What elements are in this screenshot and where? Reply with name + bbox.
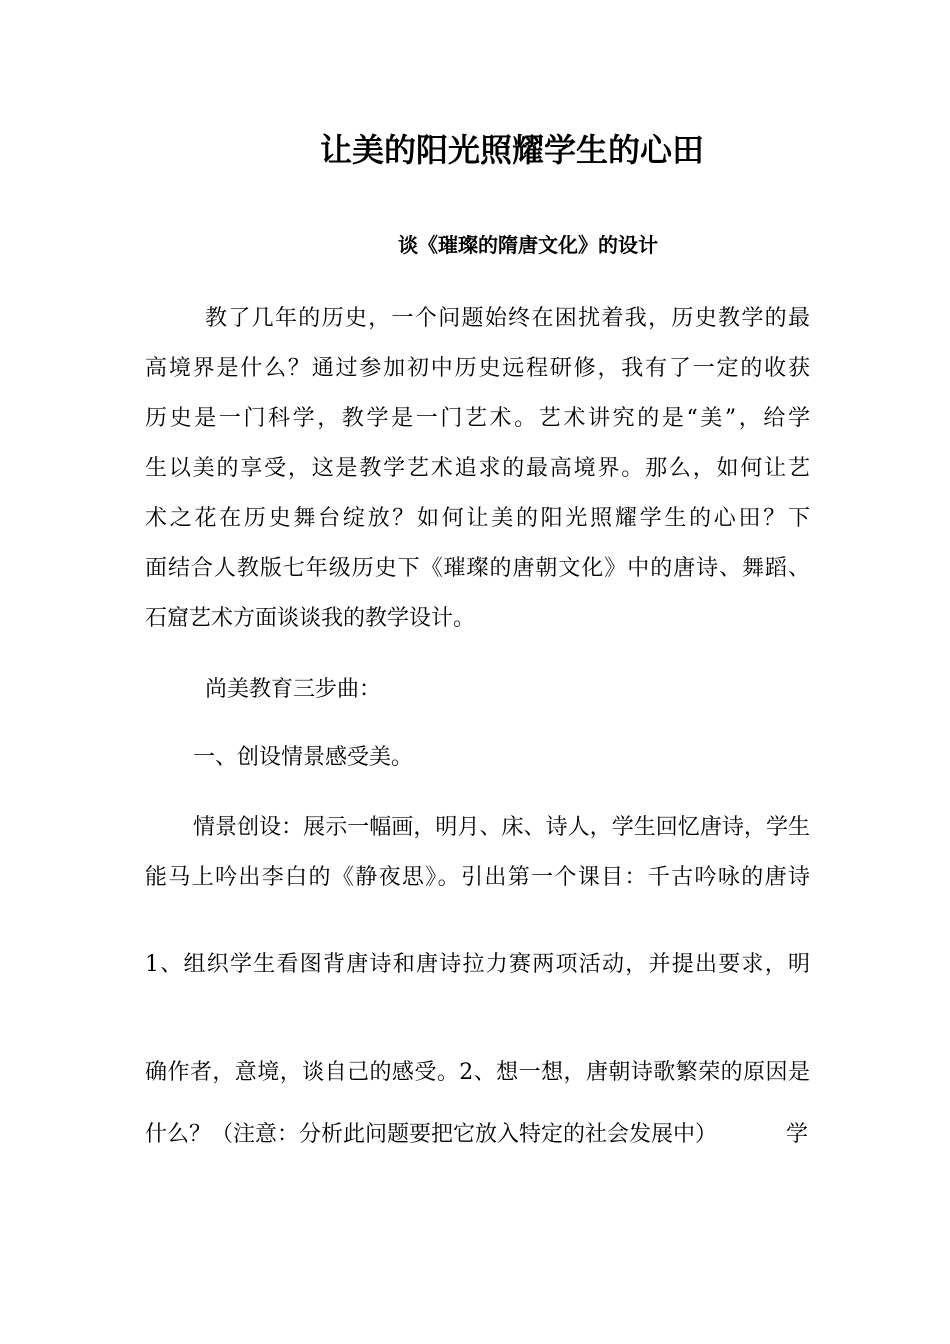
activity-line-1 xyxy=(145,940,810,990)
activity-line-2 xyxy=(145,1048,810,1098)
paragraph-line: 确作者，意境，谈自己的感受。2、想一想，唐朝诗歌繁荣的原因是 xyxy=(145,1060,810,1085)
paragraph-line: 教了几年的历史，一个问题始终在困扰着我，历史教学的最 xyxy=(205,306,810,331)
paragraph-line: 术之花在历史舞台绽放？如何让美的阳光照耀学生的心田？下 xyxy=(145,506,810,531)
paragraph-line: 情景创设：展示一幅画，明月、床、诗人，学生回忆唐诗，学生 xyxy=(193,815,810,840)
intro-paragraph xyxy=(145,294,810,644)
scenario-paragraph xyxy=(145,803,810,903)
paragraph-line: 1、组织学生看图背唐诗和唐诗拉力赛两项活动，并提出要求，明 xyxy=(145,952,810,977)
section-intro: 尚美教育三步曲： xyxy=(205,677,382,702)
paragraph-line: 能马上吟出李白的《静夜思》。引出第一个课目：千古吟咏的唐诗 xyxy=(145,865,810,890)
paragraph-line: 石窟艺术方面谈谈我的教学设计。 xyxy=(145,606,476,631)
paragraph-line: 高境界是什么？通过参加初中历史远程研修，我有了一定的收获 xyxy=(145,356,810,381)
paragraph-line: 历史是一门科学，教学是一门艺术。艺术讲究的是“美”，给学 xyxy=(145,406,810,431)
document-subtitle: 谈《璀璨的隋唐文化》的设计 xyxy=(398,233,658,257)
document-title: 让美的阳光照耀学生的心田 xyxy=(320,131,705,169)
activity-line-3-tail: 学 xyxy=(786,1122,809,1147)
section-heading-1: 一、创设情景感受美。 xyxy=(193,745,414,770)
paragraph-line: 面结合人教版七年级历史下《璀璨的唐朝文化》中的唐诗、舞蹈、 xyxy=(145,556,810,581)
activity-line-3: 什么？（注意：分析此问题要把它放入特定的社会发展中） xyxy=(145,1122,718,1147)
paragraph-line: 生以美的享受，这是教学艺术追求的最高境界。那么，如何让艺 xyxy=(145,456,810,481)
